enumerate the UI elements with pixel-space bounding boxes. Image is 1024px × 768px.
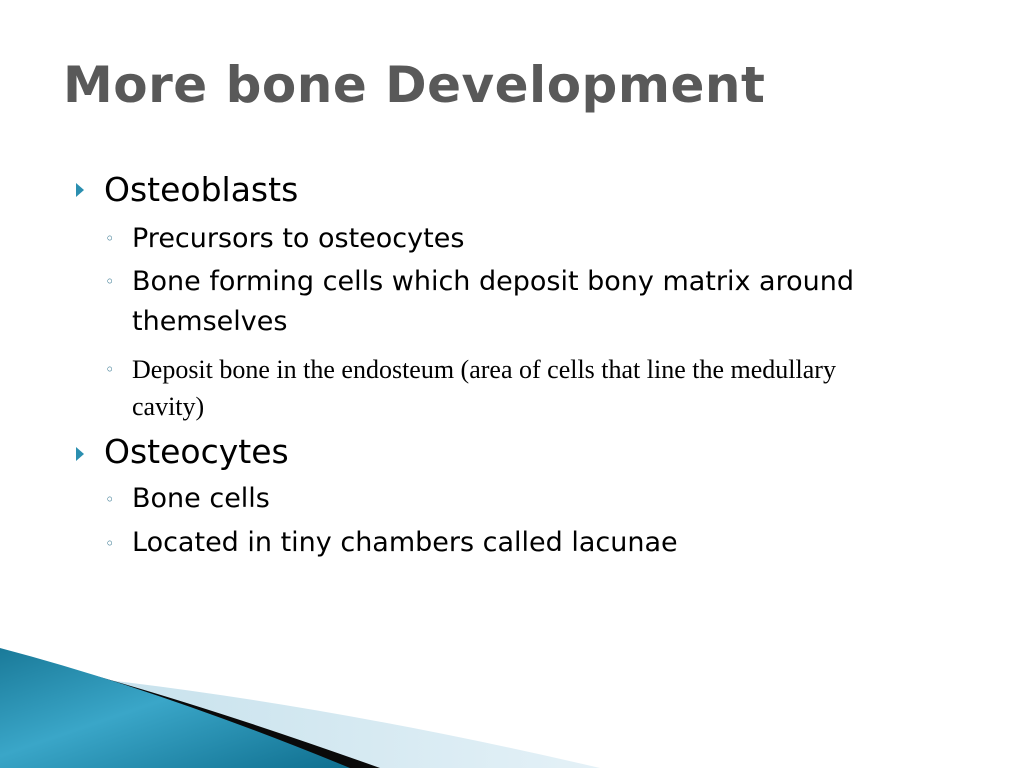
circle-outline-icon: ◦ (105, 272, 115, 291)
bullet-osteocytes: Osteocytes (104, 432, 289, 471)
circle-outline-icon: ◦ (105, 360, 115, 379)
sub-bullet-deposit-bone: Deposit bone in the endosteum (area of cells that line the medullary cavity) (132, 355, 836, 421)
circle-outline-icon: ◦ (105, 229, 115, 248)
sub-bullet-bone-forming: Bone forming cells which deposit bony matrix around themselves (132, 266, 854, 337)
circle-outline-icon: ◦ (105, 534, 115, 553)
slide-title: More bone Development (63, 56, 766, 114)
sub-bullet-bone-cells: Bone cells (132, 483, 270, 514)
circle-outline-icon: ◦ (105, 490, 115, 509)
bullet-osteoblasts: Osteoblasts (104, 170, 299, 209)
sub-bullet-lacunae: Located in tiny chambers called lacunae (132, 527, 678, 558)
sub-bullet-precursors: Precursors to osteocytes (132, 223, 465, 254)
